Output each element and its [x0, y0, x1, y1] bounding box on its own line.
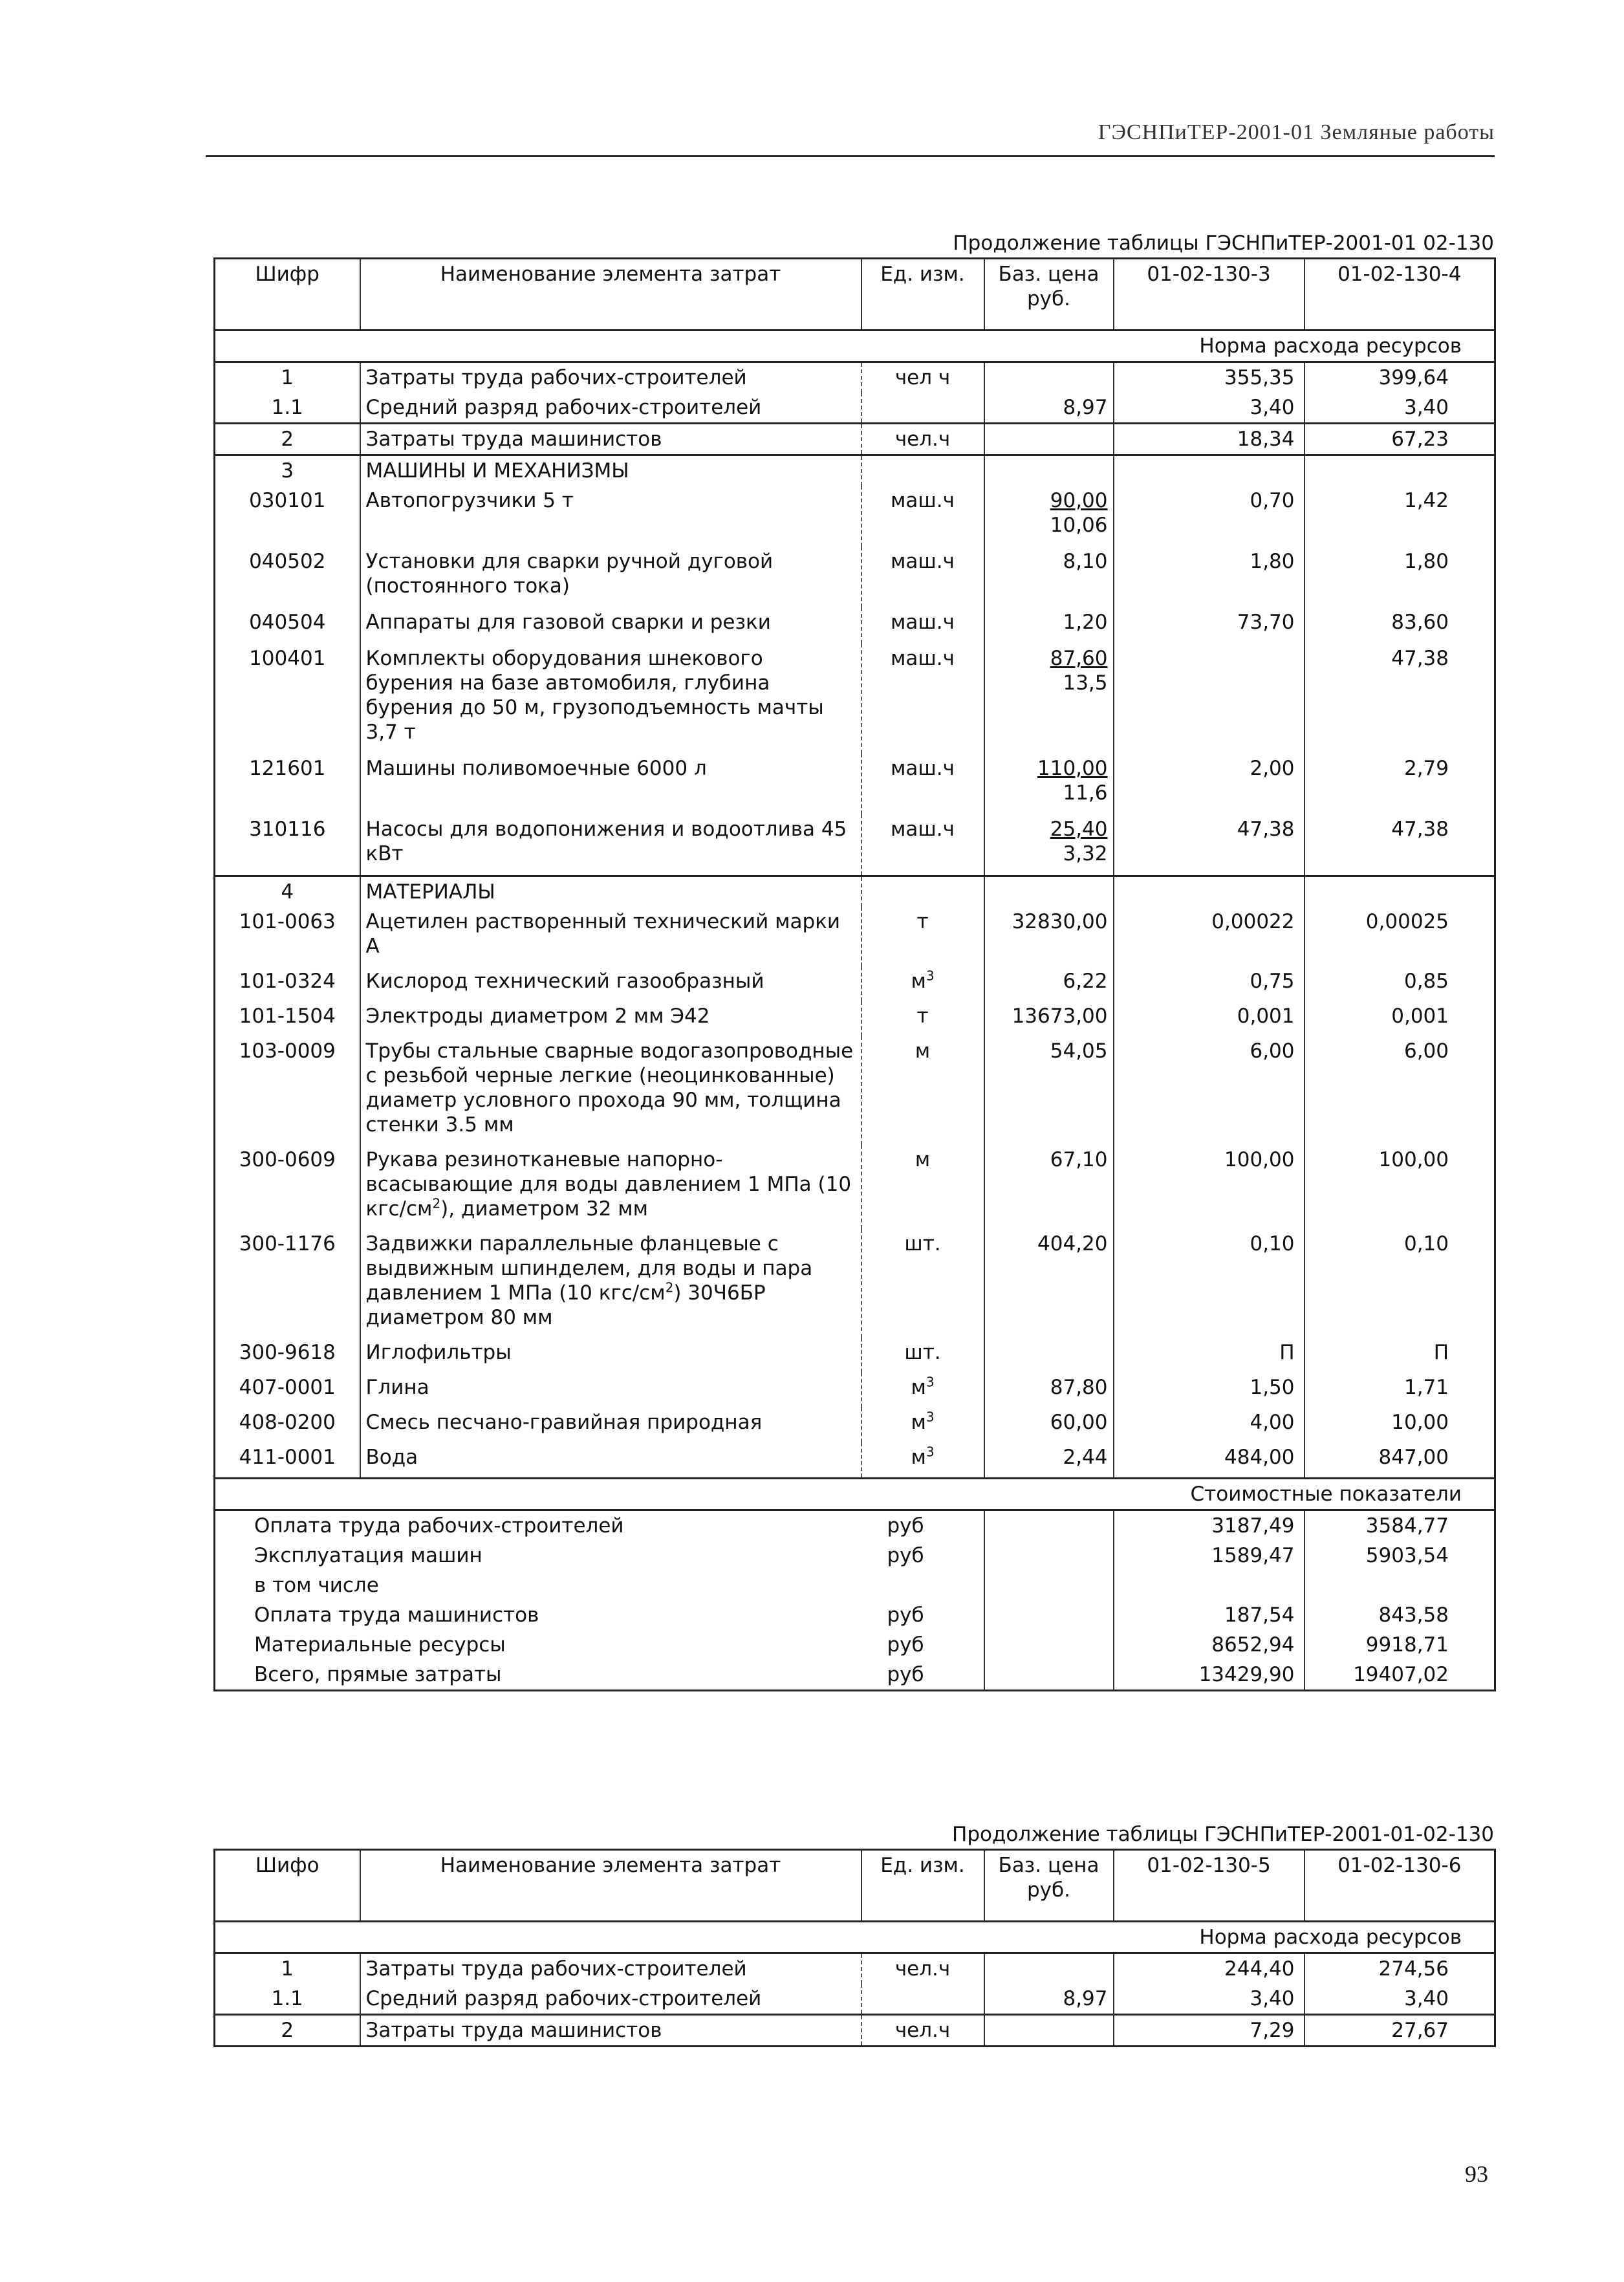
row-unit: $м^3$ — [861, 1442, 984, 1479]
empty-cell — [984, 1600, 1114, 1630]
section-title: МАТЕРИАЛЫ — [360, 876, 861, 907]
row-name: Задвижки параллельные фланцевые с выдвижным шпинделем, для воды и пара давлением 1 МПа (10 кгс/$см^2$) 30Ч6БР диаметром 80 мм — [365, 1232, 813, 1329]
summary-row — [215, 1510, 1495, 1541]
row-value-2: П — [1305, 1338, 1495, 1373]
table-row — [215, 1229, 1495, 1338]
col-v2-header: 01-02-130-6 — [1305, 1850, 1495, 1922]
row-price — [984, 424, 1114, 455]
price-bottom: 11,6 — [1063, 781, 1108, 805]
row-value-1: 0,75 — [1114, 966, 1305, 1001]
empty-cell — [1114, 455, 1305, 486]
row-code: 2 — [215, 424, 360, 455]
summary-unit: руб — [887, 1633, 924, 1657]
row-unit: маш.ч — [861, 814, 984, 876]
row-unit: м — [861, 1036, 984, 1145]
row-unit: маш.ч — [861, 754, 984, 814]
col-unit-header: Ед. изм. — [861, 259, 984, 331]
summary-value-1 — [1114, 1570, 1305, 1600]
row-unit: чел ч — [861, 362, 984, 393]
col-price-header: Баз. цена руб. — [984, 1850, 1114, 1922]
row-name: Электроды диаметром 2 мм Э42 — [365, 1005, 710, 1028]
row-value-2: 47,38 — [1305, 644, 1495, 754]
row-value-1: 0,001 — [1114, 1001, 1305, 1036]
col-code-header: Шифо — [215, 1850, 360, 1922]
row-value-2: 3,40 — [1305, 1984, 1495, 2015]
price-bottom: 13,5 — [1063, 671, 1108, 695]
row-name: Ацетилен растворенный технический марки А — [365, 910, 840, 958]
table-row — [215, 424, 1495, 455]
section-row — [215, 876, 1495, 907]
row-name: Рукава резинотканевые напорно-всасывающие для воды давлением 1 МПа (10 кгс/$см^2$), диаметром 32 мм — [365, 1148, 852, 1221]
row-price: 13673,00 — [984, 1001, 1114, 1036]
row-unit: маш.ч — [861, 607, 984, 644]
table1-header-row — [215, 259, 1495, 331]
row-code: 1 — [215, 1953, 360, 1984]
row-code: 1 — [215, 362, 360, 393]
row-value-2: 10,00 — [1305, 1407, 1495, 1442]
summary-name: Материальные ресурсы — [254, 1633, 506, 1657]
row-value-1: 0,70 — [1114, 486, 1305, 547]
row-value-2: 0,001 — [1305, 1001, 1495, 1036]
empty-cell — [861, 876, 984, 907]
row-code: 101-0063 — [215, 907, 360, 966]
row-code: 407-0001 — [215, 1373, 360, 1407]
table-row — [215, 1036, 1495, 1145]
row-price: 87,80 — [984, 1373, 1114, 1407]
row-price: 2,44 — [984, 1442, 1114, 1479]
row-name: Комплекты оборудования шнекового бурения на базе автомобиля, глубина бурения до 50 м, грузоподъемность мачты 3,7 т — [365, 647, 824, 744]
row-price — [984, 486, 1114, 547]
row-price — [984, 1338, 1114, 1373]
table-row — [215, 907, 1495, 966]
row-value-2: 0,00025 — [1305, 907, 1495, 966]
price-bottom: 10,06 — [1050, 514, 1108, 537]
row-name: Вода — [365, 1446, 418, 1469]
row-unit: шт. — [861, 1229, 984, 1338]
row-value-1: 0,00022 — [1114, 907, 1305, 966]
row-name: Смесь песчано-гравийная природная — [365, 1411, 763, 1434]
section-code: 4 — [215, 876, 360, 907]
summary-row — [215, 1660, 1495, 1691]
row-unit: чел.ч — [861, 424, 984, 455]
row-value-2: 2,79 — [1305, 754, 1495, 814]
row-value-2: 1,42 — [1305, 486, 1495, 547]
row-value-1: 244,40 — [1114, 1953, 1305, 1984]
row-unit: чел.ч — [861, 1953, 984, 1984]
row-name: Иглофильтры — [365, 1341, 512, 1364]
row-value-1: 2,00 — [1114, 754, 1305, 814]
summary-row — [215, 1541, 1495, 1570]
empty-cell — [984, 1630, 1114, 1660]
empty-cell — [984, 1570, 1114, 1600]
row-value-1: 3,40 — [1114, 1984, 1305, 2015]
row-value-2: 47,38 — [1305, 814, 1495, 876]
row-price: 8,97 — [984, 393, 1114, 424]
table-row — [215, 547, 1495, 607]
summary-unit — [861, 1570, 984, 1600]
row-code: 408-0200 — [215, 1407, 360, 1442]
row-code: 103-0009 — [215, 1036, 360, 1145]
col-code-header: Шифр — [215, 259, 360, 331]
summary-value-1: 3187,49 — [1114, 1510, 1305, 1541]
summary-name: в том числе — [254, 1574, 379, 1597]
row-value-2: 100,00 — [1305, 1145, 1495, 1229]
row-value-1: 100,00 — [1114, 1145, 1305, 1229]
row-price — [984, 754, 1114, 814]
row-code: 040504 — [215, 607, 360, 644]
norm-band — [215, 331, 1495, 362]
row-unit: $м^3$ — [861, 1407, 984, 1442]
summary-row — [215, 1600, 1495, 1630]
row-value-1: 1,80 — [1114, 547, 1305, 607]
row-value-2: 1,80 — [1305, 547, 1495, 607]
row-price: 54,05 — [984, 1036, 1114, 1145]
summary-value-1: 187,54 — [1114, 1600, 1305, 1630]
row-value-1: 355,35 — [1114, 362, 1305, 393]
col-v1-header: 01-02-130-5 — [1114, 1850, 1305, 1922]
section-row — [215, 455, 1495, 486]
table-row — [215, 1145, 1495, 1229]
resource-table-1 — [213, 257, 1496, 1691]
row-name: Затраты труда машинистов — [360, 424, 861, 455]
row-value-1: 484,00 — [1114, 1442, 1305, 1479]
row-unit — [861, 393, 984, 424]
row-price: 6,22 — [984, 966, 1114, 1001]
row-unit: м — [861, 1145, 984, 1229]
row-code: 030101 — [215, 486, 360, 547]
row-name: Аппараты для газовой сварки и резки — [365, 611, 771, 634]
summary-name: Оплата труда машинистов — [254, 1603, 539, 1627]
table-row — [215, 644, 1495, 754]
row-name: Глина — [365, 1376, 429, 1399]
empty-cell — [1305, 455, 1495, 486]
price-top: 25,40 — [1050, 818, 1108, 841]
row-value-1: 7,29 — [1114, 2015, 1305, 2047]
price-top: 110,00 — [1037, 757, 1108, 780]
summary-value-2: 19407,02 — [1305, 1660, 1495, 1691]
row-name: Средний разряд рабочих-строителей — [365, 1987, 762, 2010]
cost-band-label: Стоимостные показатели — [215, 1479, 1495, 1510]
table-row — [215, 486, 1495, 547]
row-price — [984, 814, 1114, 876]
row-unit: $м^3$ — [861, 1373, 984, 1407]
price-top: 90,00 — [1050, 489, 1108, 512]
table-row — [215, 1373, 1495, 1407]
summary-value-2: 843,58 — [1305, 1600, 1495, 1630]
norm-band — [215, 1922, 1495, 1953]
row-price — [984, 362, 1114, 393]
row-value-2: 399,64 — [1305, 362, 1495, 393]
row-code: 101-0324 — [215, 966, 360, 1001]
row-code: 310116 — [215, 814, 360, 876]
row-unit: т — [861, 907, 984, 966]
col-name-header: Наименование элемента затрат — [360, 1850, 861, 1922]
table-row — [215, 754, 1495, 814]
row-price — [984, 1953, 1114, 1984]
page-header — [206, 116, 1495, 157]
row-value-1 — [1114, 644, 1305, 754]
row-price — [984, 644, 1114, 754]
row-unit: чел.ч — [861, 2015, 984, 2047]
row-value-1: 4,00 — [1114, 1407, 1305, 1442]
row-value-2: 83,60 — [1305, 607, 1495, 644]
summary-unit: руб — [887, 1663, 924, 1686]
row-code: 300-1176 — [215, 1229, 360, 1338]
row-name: Затраты труда рабочих-строителей — [365, 366, 747, 389]
row-value-2: 67,23 — [1305, 424, 1495, 455]
row-code: 040502 — [215, 547, 360, 607]
row-code: 2 — [215, 2015, 360, 2047]
table-row — [215, 2015, 1495, 2047]
row-value-1: 0,10 — [1114, 1229, 1305, 1338]
row-name: Установки для сварки ручной дуговой (постоянного тока) — [365, 550, 774, 598]
resource-table-2 — [213, 1849, 1496, 2047]
row-name: Трубы стальные сварные водогазопроводные с резьбой черные легкие (неоцинкованные) диаметр условного прохода 90 мм, толщина стенки 3.5 мм — [365, 1039, 854, 1136]
row-value-1: 18,34 — [1114, 424, 1305, 455]
row-value-1: 6,00 — [1114, 1036, 1305, 1145]
row-code: 100401 — [215, 644, 360, 754]
table-row — [215, 1407, 1495, 1442]
row-name: Затраты труда рабочих-строителей — [365, 1957, 747, 1981]
summary-value-2: 5903,54 — [1305, 1541, 1495, 1570]
section-code: 3 — [215, 455, 360, 486]
col-v1-header: 01-02-130-3 — [1114, 259, 1305, 331]
col-unit-header: Ед. изм. — [861, 1850, 984, 1922]
empty-cell — [984, 1541, 1114, 1570]
table-row — [215, 1001, 1495, 1036]
row-unit: маш.ч — [861, 547, 984, 607]
col-v2-header: 01-02-130-4 — [1305, 259, 1495, 331]
table2-caption: Продолжение таблицы ГЭСНПиТЕР-2001-01-02-130 — [952, 1823, 1494, 1846]
row-price: 404,20 — [984, 1229, 1114, 1338]
row-code: 101-1504 — [215, 1001, 360, 1036]
summary-name: Всего, прямые затраты — [254, 1663, 502, 1686]
row-value-2: 6,00 — [1305, 1036, 1495, 1145]
row-code: 1.1 — [215, 393, 360, 424]
summary-value-1: 13429,90 — [1114, 1660, 1305, 1691]
summary-name: Эксплуатация машин — [254, 1544, 482, 1567]
empty-cell — [1114, 876, 1305, 907]
summary-row — [215, 1570, 1495, 1600]
price-bottom: 3,32 — [1063, 842, 1108, 865]
price-top: 1,20 — [1063, 611, 1108, 634]
row-code: 300-0609 — [215, 1145, 360, 1229]
row-value-2: 0,10 — [1305, 1229, 1495, 1338]
col-name-header: Наименование элемента затрат — [360, 259, 861, 331]
row-unit: т — [861, 1001, 984, 1036]
row-code: 1.1 — [215, 1984, 360, 2015]
table-row — [215, 362, 1495, 393]
table-row — [215, 1984, 1495, 2015]
summary-value-2 — [1305, 1570, 1495, 1600]
row-name: Автопогрузчики 5 т — [365, 489, 574, 512]
row-price: 60,00 — [984, 1407, 1114, 1442]
row-unit — [861, 1984, 984, 2015]
row-name: Средний разряд рабочих-строителей — [365, 396, 762, 419]
row-price — [984, 547, 1114, 607]
price-top: 87,60 — [1050, 647, 1108, 670]
norm-band-label: Норма расхода ресурсов — [215, 331, 1495, 362]
row-price: 32830,00 — [984, 907, 1114, 966]
row-value-2: 27,67 — [1305, 2015, 1495, 2047]
page-number: 93 — [1465, 2161, 1488, 2187]
row-price — [984, 607, 1114, 644]
row-unit: $м^3$ — [861, 966, 984, 1001]
row-code: 121601 — [215, 754, 360, 814]
table-row — [215, 393, 1495, 424]
running-title: ГЭСНПиТЕР-2001-01 Земляные работы — [1098, 120, 1495, 144]
empty-cell — [984, 455, 1114, 486]
row-value-1: 1,50 — [1114, 1373, 1305, 1407]
summary-value-2: 3584,77 — [1305, 1510, 1495, 1541]
row-code: 411-0001 — [215, 1442, 360, 1479]
row-value-2: 0,85 — [1305, 966, 1495, 1001]
summary-row — [215, 1630, 1495, 1660]
table2-header-row — [215, 1850, 1495, 1922]
row-value-2: 274,56 — [1305, 1953, 1495, 1984]
row-price — [984, 2015, 1114, 2047]
row-name: Машины поливомоечные 6000 л — [365, 757, 707, 780]
empty-cell — [861, 455, 984, 486]
empty-cell — [984, 1660, 1114, 1691]
empty-cell — [1305, 876, 1495, 907]
summary-unit: руб — [887, 1603, 924, 1627]
table1-caption: Продолжение таблицы ГЭСНПиТЕР-2001-01 02-130 — [953, 232, 1494, 255]
row-price: 67,10 — [984, 1145, 1114, 1229]
row-name: Насосы для водопонижения и водоотлива 45 кВт — [365, 818, 847, 865]
section-title: МАШИНЫ И МЕХАНИЗМЫ — [360, 455, 861, 486]
row-value-1: П — [1114, 1338, 1305, 1373]
row-name: Кислород технический газообразный — [365, 970, 764, 993]
table-row — [215, 607, 1495, 644]
row-value-1: 47,38 — [1114, 814, 1305, 876]
summary-value-2: 9918,71 — [1305, 1630, 1495, 1660]
cost-band — [215, 1479, 1495, 1510]
table-row — [215, 966, 1495, 1001]
row-value-1: 3,40 — [1114, 393, 1305, 424]
summary-value-1: 1589,47 — [1114, 1541, 1305, 1570]
row-code: 300-9618 — [215, 1338, 360, 1373]
row-unit: маш.ч — [861, 644, 984, 754]
row-price: 8,97 — [984, 1984, 1114, 2015]
row-value-2: 1,71 — [1305, 1373, 1495, 1407]
row-value-1: 73,70 — [1114, 607, 1305, 644]
table-row — [215, 1442, 1495, 1479]
summary-unit: руб — [887, 1544, 924, 1567]
summary-value-1: 8652,94 — [1114, 1630, 1305, 1660]
table-row — [215, 814, 1495, 876]
row-value-2: 847,00 — [1305, 1442, 1495, 1479]
summary-name: Оплата труда рабочих-строителей — [254, 1514, 624, 1538]
empty-cell — [984, 876, 1114, 907]
table-row — [215, 1338, 1495, 1373]
row-value-2: 3,40 — [1305, 393, 1495, 424]
col-price-header: Баз. цена руб. — [984, 259, 1114, 331]
norm-band-label: Норма расхода ресурсов — [215, 1922, 1495, 1953]
row-name: Затраты труда машинистов — [360, 2015, 861, 2047]
price-top: 8,10 — [1063, 550, 1108, 573]
summary-unit: руб — [887, 1514, 924, 1538]
row-unit: шт. — [861, 1338, 984, 1373]
table-row — [215, 1953, 1495, 1984]
empty-cell — [984, 1510, 1114, 1541]
row-unit: маш.ч — [861, 486, 984, 547]
